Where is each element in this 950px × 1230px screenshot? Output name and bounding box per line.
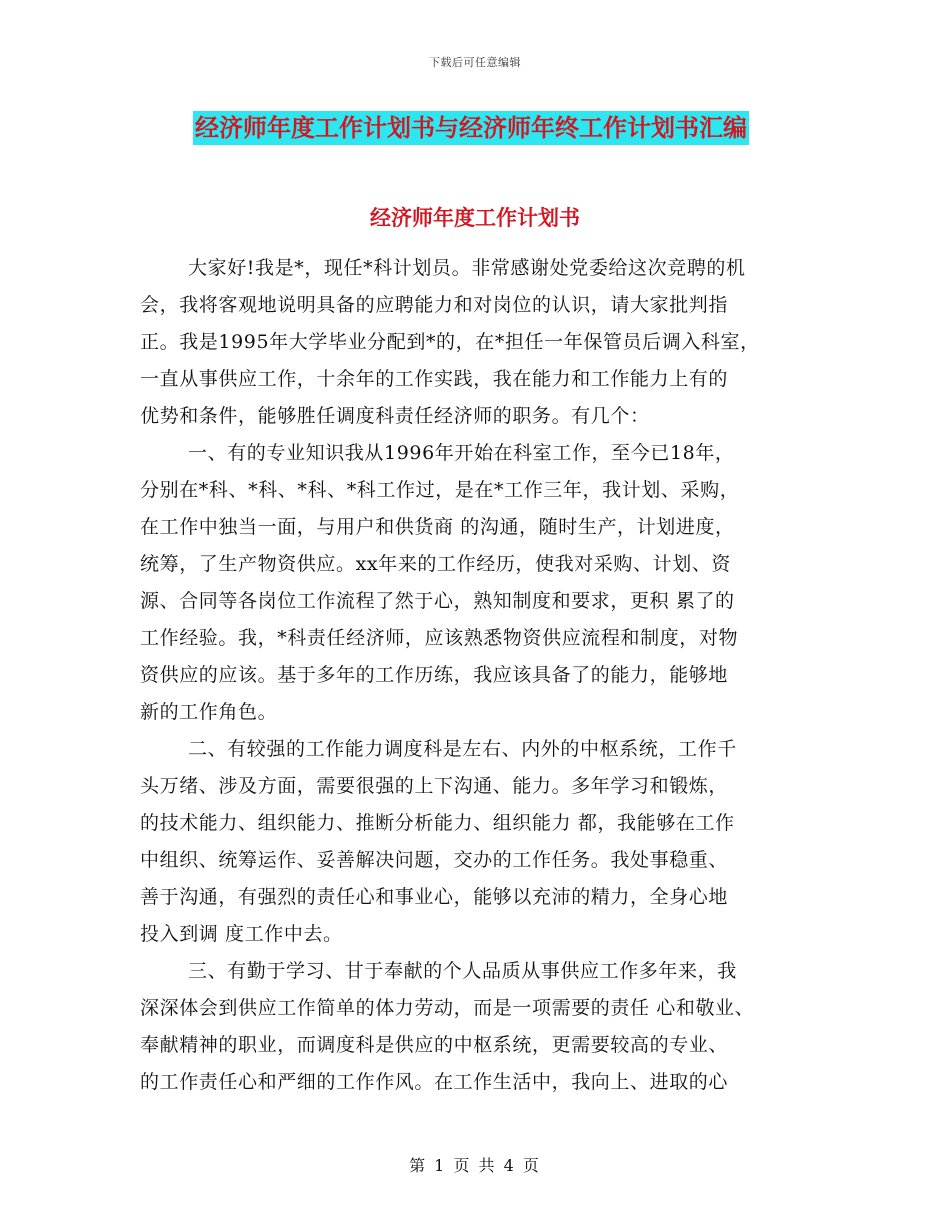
body-line: 正。我是1995年大学毕业分配到*的，在*担任一年保管员后调入科室， <box>140 331 760 353</box>
header-note: 下载后可任意编辑 <box>429 56 521 69</box>
body-line: 奉献精神的职业，而调度科是供应的中枢系统，更需要较高的专业、 <box>140 1034 729 1056</box>
page-footer: 第 1 页 共 4 页 <box>409 1156 541 1175</box>
body-line: 投入到调 度工作中去。 <box>140 923 343 945</box>
body-line: 一、有的专业知识我从1996年开始在科室工作，至今已18年， <box>188 442 735 464</box>
body-line: 的技术能力、组织能力、推断分析能力、组织能力 都，我能够在工作 <box>140 812 735 834</box>
body-line: 优势和条件，能够胜任调度科责任经济师的职务。有几个： <box>140 405 650 427</box>
body-line: 在工作中独当一面，与用户和供货商 的沟通，随时生产，计划进度， <box>140 516 735 538</box>
body-text <box>140 250 820 1101</box>
body-line: 分别在*科、*科、*科、*科工作过，是在*工作三年，我计划、采购， <box>140 479 740 501</box>
body-line: 工作经验。我，*科责任经济师，应该熟悉物资供应流程和制度，对物 <box>140 627 739 649</box>
body-line: 二、有较强的工作能力调度科是左右、内外的中枢系统，工作千 <box>188 738 737 760</box>
document-main-title: 经济师年度工作计划书与经济师年终工作计划书汇编 <box>193 111 749 145</box>
body-line: 的工作责任心和严细的工作作风。在工作生活中，我向上、进取的心 <box>140 1071 729 1093</box>
body-line: 善于沟通，有强烈的责任心和事业心，能够以充沛的精力，全身心地 <box>140 886 729 908</box>
body-line: 会，我将客观地说明具备的应聘能力和对岗位的认识，请大家批判指 <box>140 294 729 316</box>
body-line: 一直从事供应工作，十余年的工作实践，我在能力和工作能力上有的 <box>140 368 729 390</box>
body-line: 资供应的应该。基于多年的工作历练，我应该具备了的能力，能够地 <box>140 664 729 686</box>
body-line: 中组织、统筹运作、妥善解决问题，交办的工作任务。我处事稳重、 <box>140 849 729 871</box>
body-line: 头万绪、涉及方面，需要很强的上下沟通、能力。多年学习和锻炼， <box>140 775 729 797</box>
body-line: 三、有勤于学习、甘于奉献的个人品质从事供应工作多年来，我 <box>188 960 737 982</box>
body-line: 深深体会到供应工作简单的体力劳动，而是一项需要的责任 心和敬业、 <box>140 997 755 1019</box>
body-line: 源、合同等各岗位工作流程了然于心，熟知制度和要求，更积 累了的 <box>140 590 735 612</box>
section-title: 经济师年度工作计划书 <box>370 205 580 230</box>
body-line: 新的工作角色。 <box>140 701 278 723</box>
body-line: 统筹，了生产物资供应。xx年来的工作经历，使我对采购、计划、资 <box>140 553 732 575</box>
body-line: 大家好!我是*，现任*科计划员。非常感谢处党委给这次竞聘的机 <box>188 257 746 279</box>
